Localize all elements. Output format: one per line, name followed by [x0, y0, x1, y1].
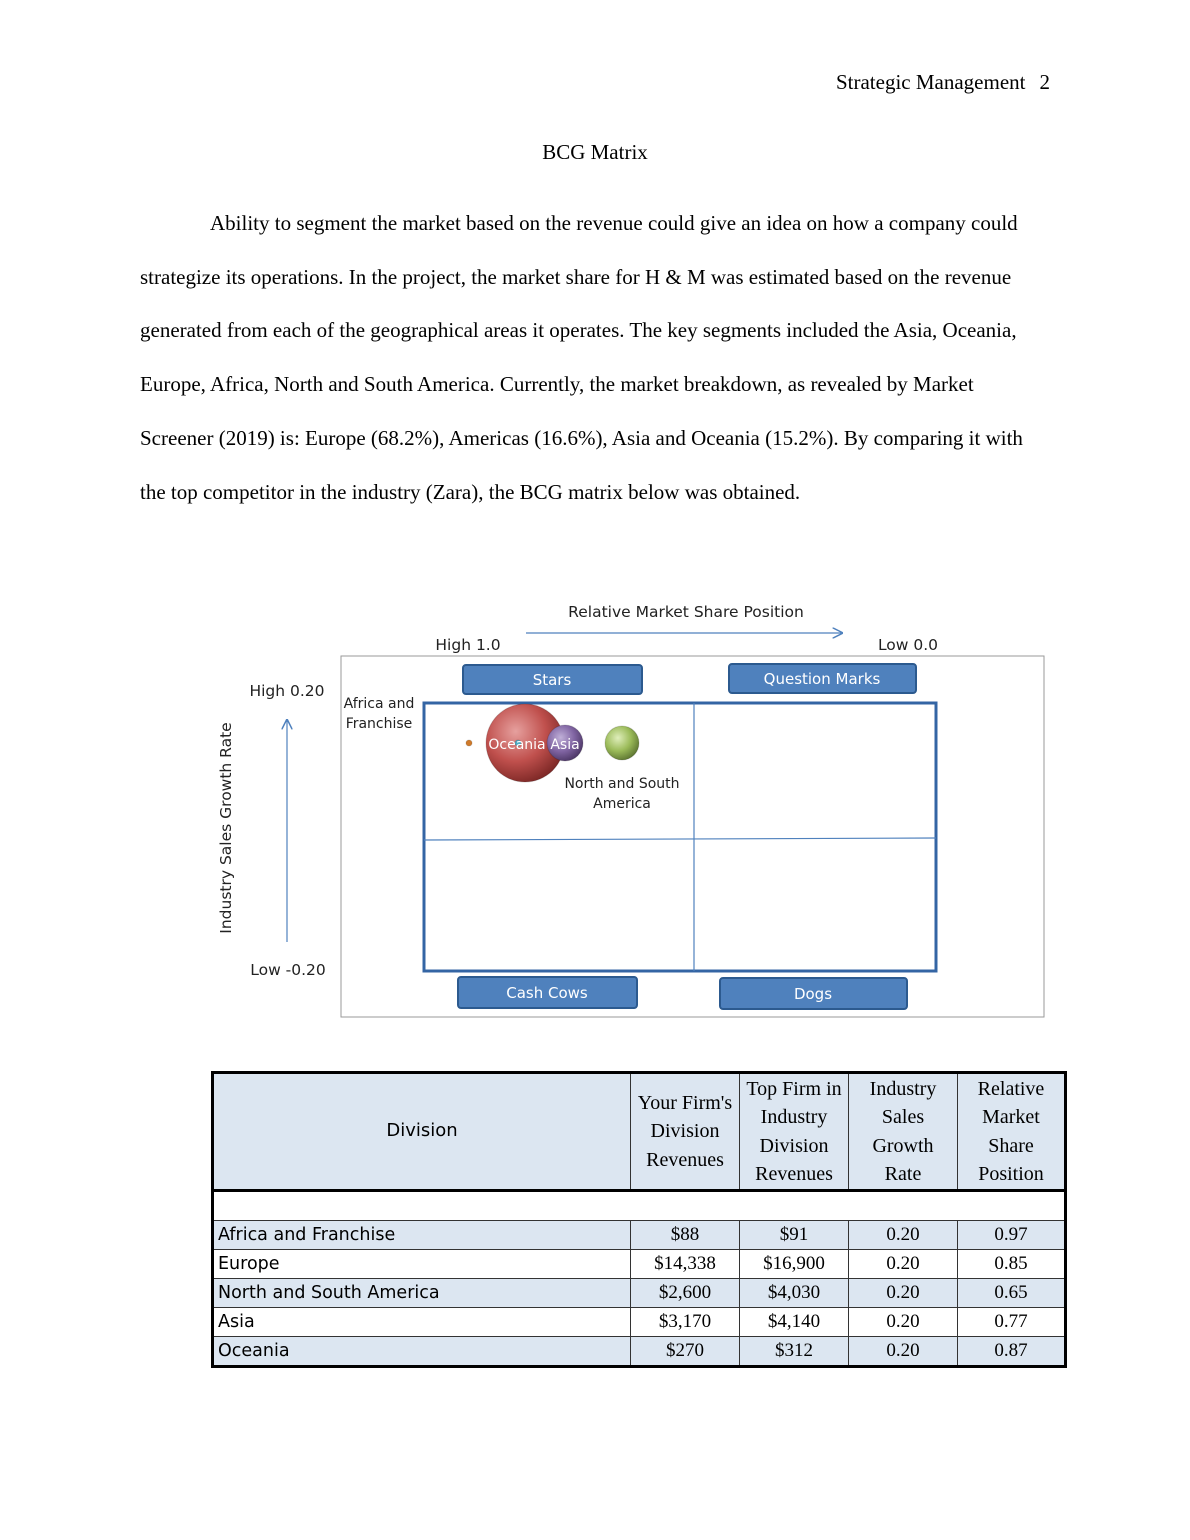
header-growth-rate: Industry Sales Growth Rate [849, 1073, 958, 1191]
label-africa-line2: Franchise [345, 716, 413, 732]
cell-growth-rate: 0.20 [849, 1308, 958, 1337]
cell-top-revenue: $312 [740, 1337, 849, 1367]
table-spacer-row [213, 1191, 1066, 1221]
cell-relative-share: 0.77 [958, 1308, 1066, 1337]
plot-frame [341, 656, 1044, 1017]
label-asia: Asia [550, 737, 580, 753]
revenue-table [211, 1071, 1067, 1368]
cell-your-revenue: $88 [631, 1221, 740, 1250]
cell-division: North and South America [213, 1279, 631, 1308]
table-row [213, 1337, 1066, 1367]
table-row [213, 1308, 1066, 1337]
y-axis-high-label: High 0.20 [249, 682, 325, 700]
cell-growth-rate: 0.20 [849, 1337, 958, 1367]
page-number: 2 [1039, 70, 1050, 94]
cell-relative-share: 0.65 [958, 1279, 1066, 1308]
cell-division: Africa and Franchise [213, 1221, 631, 1250]
cell-relative-share: 0.87 [958, 1337, 1066, 1367]
y-axis-title: Industry Sales Growth Rate [217, 722, 235, 934]
cell-division: Europe [213, 1250, 631, 1279]
x-axis-title: Relative Market Share Position [568, 603, 804, 621]
quadrant-cash-cows-label: Cash Cows [506, 984, 588, 1002]
label-africa-line1: Africa and [343, 696, 415, 712]
label-oceania: Oceania [488, 737, 546, 753]
header-relative-share: Relative Market Share Position [958, 1073, 1066, 1191]
quadrant-stars-label: Stars [532, 671, 572, 689]
cell-your-revenue: $270 [631, 1337, 740, 1367]
cell-relative-share: 0.85 [958, 1250, 1066, 1279]
running-head-title: Strategic Management [835, 70, 1026, 94]
body-paragraph: Ability to segment the market based on the revenue could give an idea on how a company could strategize its operations. In the project, the market share for H & M was estimated based on the revenue generated from each of the geographical areas it operates. The key segments included the Asia, Oceania, Europe, Africa, North and South America. Currently, the market breakdown, as revealed by Market Screener (2019) is: Europe (68.2%), Americas (16.6%), Asia and Oceania (15.2%). By comparing it with the top competitor in the industry (Zara), the BCG matrix below was obtained. [140, 211, 1023, 504]
cell-growth-rate: 0.20 [849, 1221, 958, 1250]
cell-division: Oceania [213, 1337, 631, 1367]
cell-division: Asia [213, 1308, 631, 1337]
cell-top-revenue: $4,030 [740, 1279, 849, 1308]
quadrant-dogs [720, 978, 907, 1009]
bubble-north-and-south-america [605, 726, 639, 760]
quadrant-question-marks-label: Question Marks [763, 670, 881, 688]
cell-your-revenue: $3,170 [631, 1308, 740, 1337]
cell-top-revenue: $4,140 [740, 1308, 849, 1337]
cell-growth-rate: 0.20 [849, 1250, 958, 1279]
label-americas-line2: America [593, 796, 651, 812]
bubble-africa-and-franchise [466, 740, 472, 746]
x-axis-low-label: Low 0.0 [877, 636, 939, 654]
quadrant-dogs-label: Dogs [793, 985, 833, 1003]
header-top-firm: Top Firm in Industry Division Revenues [740, 1073, 849, 1191]
header-your-firm: Your Firm's Division Revenues [631, 1073, 740, 1191]
cell-growth-rate: 0.20 [849, 1279, 958, 1308]
cell-relative-share: 0.97 [958, 1221, 1066, 1250]
cell-your-revenue: $14,338 [631, 1250, 740, 1279]
header-division: Division [213, 1073, 631, 1191]
y-axis-low-label: Low -0.20 [250, 961, 326, 979]
x-axis-high-label: High 1.0 [435, 636, 501, 654]
label-americas-line1: North and South [564, 776, 680, 792]
cell-your-revenue: $2,600 [631, 1279, 740, 1308]
table-row [213, 1279, 1066, 1308]
table-header-row [213, 1073, 1066, 1191]
quadrant-question-marks [729, 664, 916, 693]
quadrant-cash-cows [458, 977, 637, 1008]
running-head [836, 70, 1050, 95]
table-row [213, 1250, 1066, 1279]
bcg-matrix-chart [0, 590, 1190, 1030]
table-row [213, 1221, 1066, 1250]
section-title: BCG Matrix [542, 140, 648, 164]
quadrant-stars [463, 665, 642, 694]
cell-top-revenue: $91 [740, 1221, 849, 1250]
cell-top-revenue: $16,900 [740, 1250, 849, 1279]
